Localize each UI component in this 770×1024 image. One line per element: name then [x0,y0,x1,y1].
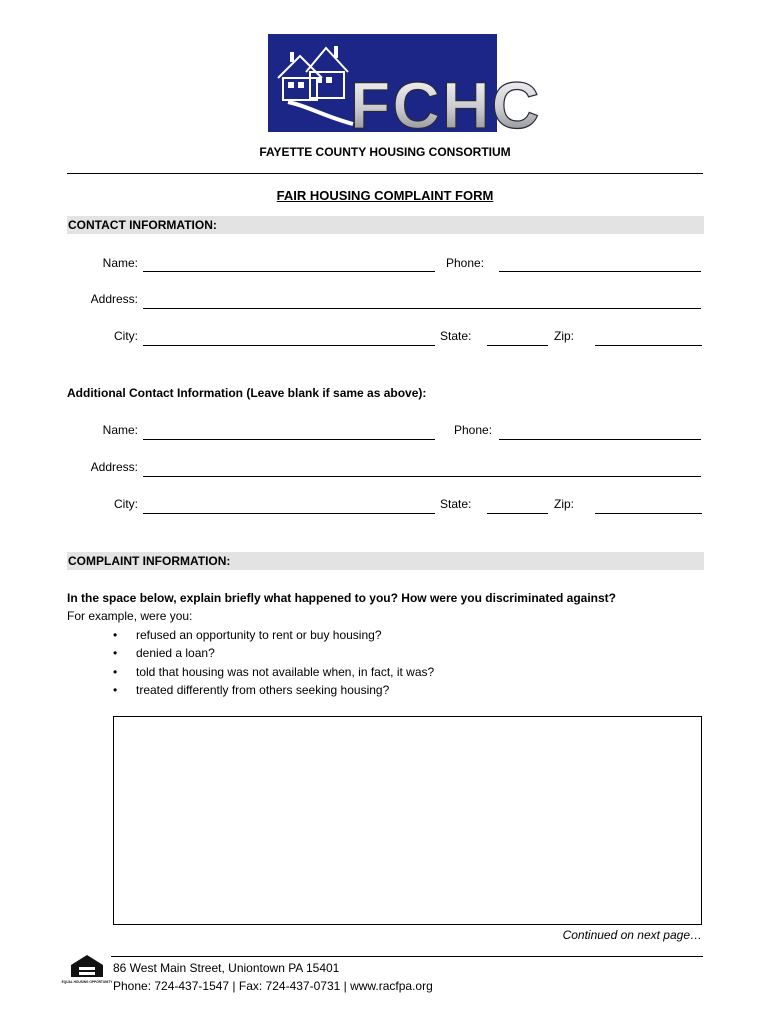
alt-address-label: Address: [90,460,138,474]
logo-text: FCHC [350,68,542,142]
phone-label: Phone: [446,256,485,270]
alt-state-field[interactable] [487,513,548,514]
list-item: • denied a loan? [113,646,215,661]
eho-text: EQUAL HOUSING OPPORTUNITY [61,980,113,984]
bullet-icon: • [113,628,118,642]
name-field[interactable] [143,271,435,272]
header-divider [67,173,703,174]
address-field[interactable] [143,308,701,309]
alt-zip-field[interactable] [595,513,702,514]
example-list [113,628,434,701]
alt-city-label: City: [114,497,138,511]
fchc-logo [268,34,542,142]
phone-field[interactable] [499,271,701,272]
alt-phone-field[interactable] [499,439,701,440]
alt-name-label: Name: [102,423,138,437]
alt-zip-label: Zip: [554,497,575,511]
alt-phone-label: Phone: [454,423,493,437]
list-item: • refused an opportunity to rent or buy housing? [113,628,382,642]
alt-city-field[interactable] [143,513,435,514]
footer-contacts: Phone: 724-437-1547 | Fax: 724-437-0731 | www.racfpa.org [113,979,433,993]
address-label: Address: [90,292,138,306]
list-item: • treated differently from others seeking housing? [113,682,390,697]
list-item: • told that housing was not available when, in fact, it was? [113,664,435,679]
example-intro: For example, were you: [67,609,193,623]
state-field[interactable] [487,345,548,346]
footer-divider [111,956,703,957]
complaint-section-header: COMPLAINT INFORMATION: [67,552,704,570]
bullet-icon: • [113,682,118,697]
continued-note: Continued on next page… [562,928,702,942]
zip-field[interactable] [595,345,702,346]
name-label: Name: [102,256,138,270]
form-title: FAIR HOUSING COMPLAINT FORM [276,188,494,203]
alt-address-field[interactable] [143,476,701,477]
state-label: State: [440,329,472,343]
equal-housing-logo [61,953,113,989]
complaint-description-box[interactable] [113,716,702,925]
org-name: FAYETTE COUNTY HOUSING CONSORTIUM [259,145,511,159]
alt-name-field[interactable] [143,439,435,440]
contact-section-header: CONTACT INFORMATION: [67,216,704,234]
bullet-icon: • [113,664,118,679]
complaint-instruction: In the space below, explain briefly what happened to you? How were you discriminated against? [67,591,616,605]
bullet-icon: • [113,646,118,661]
footer-address: 86 West Main Street, Uniontown PA 15401 [113,961,340,975]
additional-contact-title: Additional Contact Information (Leave blank if same as above): [67,386,427,400]
city-field[interactable] [143,345,435,346]
alt-state-label: State: [440,497,472,511]
city-label: City: [114,329,138,343]
zip-label: Zip: [554,329,575,343]
